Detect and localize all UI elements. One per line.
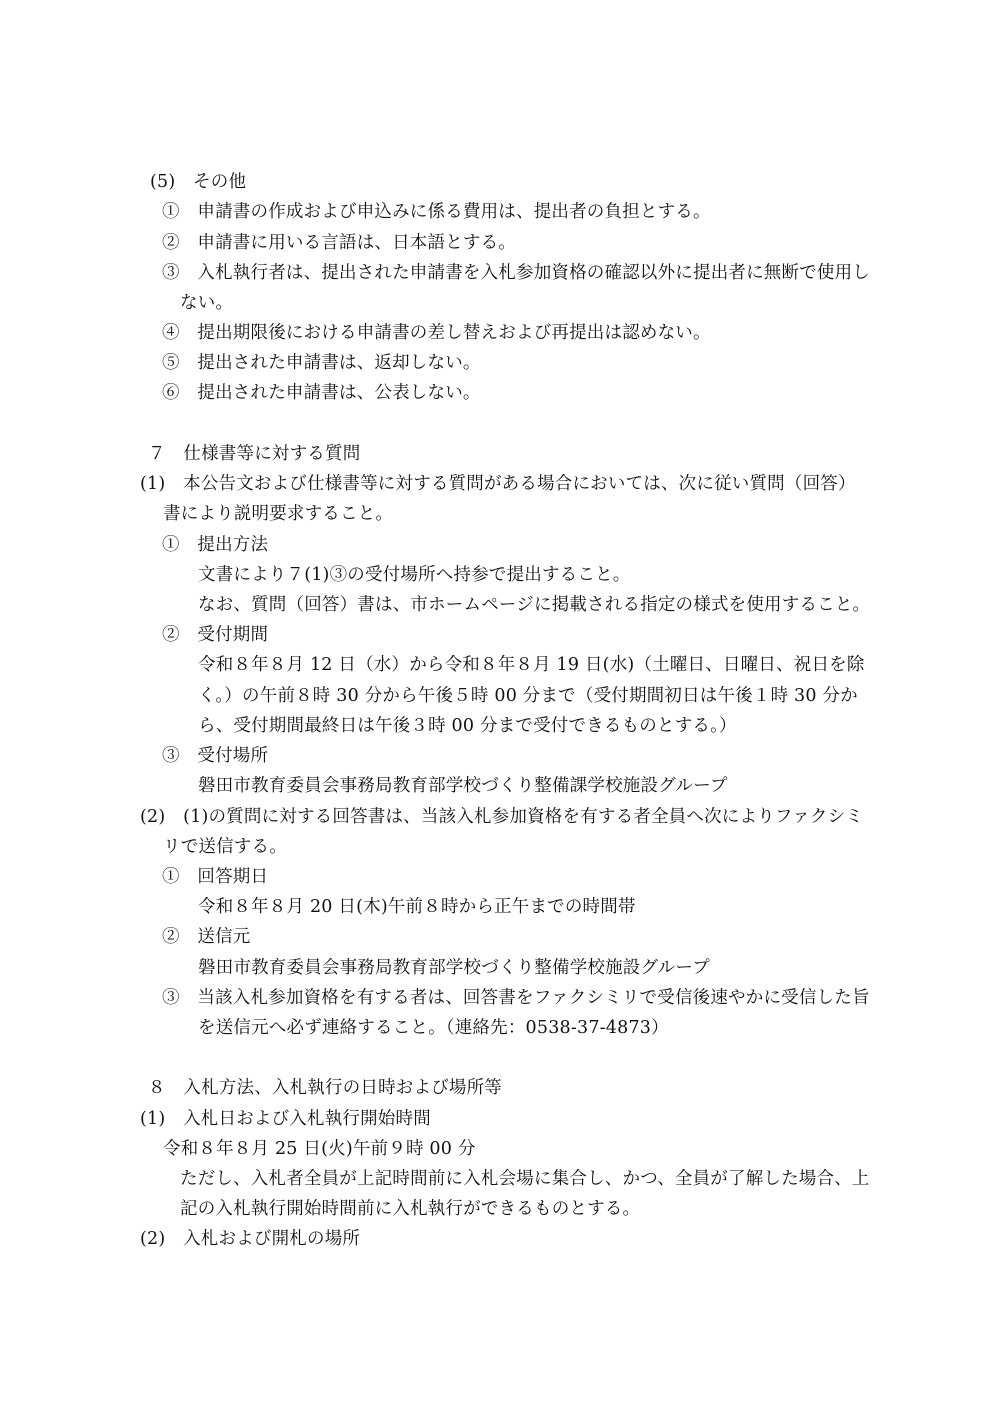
reception-period-text-1: 令和８年８月 12 日（水）から令和８年８月 19 日(水)（土曜日、日曜日、祝日を除: [198, 655, 865, 675]
list-item-2: ② 申請書に用いる言語は、日本語とする。: [162, 233, 516, 253]
sender-text: 磐田市教育委員会事務局教育部学校づくり整備学校施設グループ: [198, 958, 710, 978]
reception-period-text-2: く。）の午前８時 30 分から午後５時 00 分まで（受付期間初日は午後１時 30 分か: [198, 686, 858, 706]
section-7-item-1: (1) 本公告文および仕様書等に対する質問がある場合においては、次に従い質問（回答）: [140, 474, 856, 494]
list-item-3: ③ 入札執行者は、提出された申請書を入札参加資格の確認以外に提出者に無断で使用し: [162, 263, 870, 283]
sub-item-reception-period: ② 受付期間: [162, 625, 269, 645]
answer-date-text: 令和８年８月 20 日(木)午前８時から正午までの時間帯: [198, 897, 636, 917]
list-item-3-cont: ない。: [180, 293, 234, 313]
section-heading-8: ８ 入札方法、入札執行の日時および場所等: [148, 1078, 502, 1098]
subsection-heading-other: (5) その他: [150, 172, 247, 192]
section-heading-7: ７ 仕様書等に対する質問: [148, 444, 361, 464]
list-item-1: ① 申請書の作成および申込みに係る費用は、提出者の負担とする。: [162, 202, 711, 222]
sub-item-submission-method: ① 提出方法: [162, 535, 269, 555]
list-item-6: ⑥ 提出された申請書は、公表しない。: [162, 383, 481, 403]
bid-date-text: 令和８年８月 25 日(火)午前９時 00 分: [163, 1139, 476, 1159]
bid-proviso-text-2: 記の入札執行開始時間前に入札執行ができるものとする。: [180, 1199, 641, 1219]
list-item-5: ⑤ 提出された申請書は、返却しない。: [162, 353, 481, 373]
bid-proviso-text-1: ただし、入札者全員が上記時間前に入札会場に集合し、かつ、全員が了解した場合、上: [180, 1169, 870, 1189]
section-7-item-2: (2) (1)の質問に対する回答書は、当該入札参加資格を有する者全員へ次によりファクシミ: [140, 807, 864, 827]
section-8-item-1: (1) 入札日および入札執行開始時間: [140, 1109, 431, 1129]
reception-place-text: 磐田市教育委員会事務局教育部学校づくり整備課学校施設グループ: [198, 776, 728, 796]
sub-item-answer-date: ① 回答期日: [162, 867, 269, 887]
sub-item-confirmation: ③ 当該入札参加資格を有する者は、回答書をファクシミリで受信後速やかに受信した旨: [162, 988, 870, 1008]
sub-item-reception-place: ③ 受付場所: [162, 746, 269, 766]
sub-item-sender: ② 送信元: [162, 927, 251, 947]
section-8-item-2: (2) 入札および開札の場所: [140, 1229, 361, 1249]
list-item-4: ④ 提出期限後における申請書の差し替えおよび再提出は認めない。: [162, 323, 711, 343]
submission-method-text-1: 文書により７(1)③の受付場所へ持参で提出すること。: [198, 565, 631, 585]
reception-period-text-3: ら、受付期間最終日は午後３時 00 分まで受付できるものとする。）: [198, 716, 737, 736]
section-7-item-1-cont: 書により説明要求すること。: [163, 504, 394, 524]
section-7-item-2-cont: リで送信する。: [163, 837, 287, 857]
confirmation-text-cont: を送信元へ必ず連絡すること。（連絡先：0538‐37‐4873）: [198, 1018, 669, 1038]
submission-method-text-2: なお、質問（回答）書は、市ホームページに掲載される指定の様式を使用すること。: [198, 595, 871, 615]
